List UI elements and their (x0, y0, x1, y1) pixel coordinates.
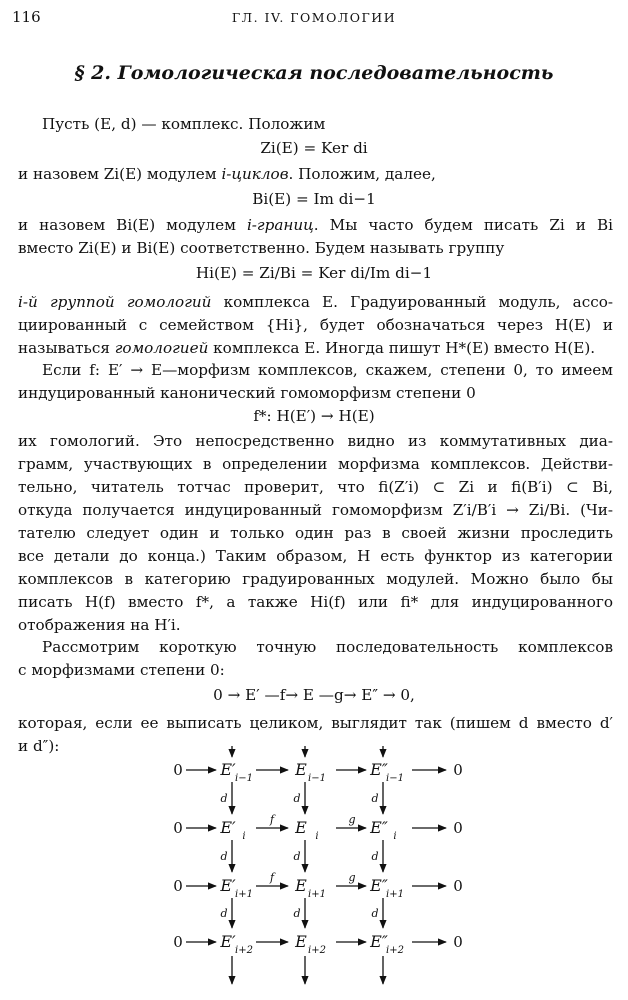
formula-h: Hi(E) = Zi/Bi = Ker di/Im di−1 (195, 264, 433, 282)
arrow-f-label: f (269, 871, 275, 884)
running-title: ГЛ. IV. ГОМОЛОГИИ (231, 10, 397, 25)
text-line: и d″): (18, 737, 60, 755)
diagram-node-index: i (242, 831, 246, 842)
formula-fstar: f*: H(E′) → H(E) (253, 407, 375, 425)
diagram-node: E (295, 876, 307, 895)
diagram-node-index: i (315, 831, 319, 842)
text-line: индуцированный канонический гомоморфизм степени 0 (18, 384, 476, 402)
text-line: комплексов в категорию градуированных модулей. Можно было бы (18, 570, 613, 588)
diagram-node-index: i+1 (235, 889, 253, 900)
diagram-zero-left: 0 (173, 819, 183, 837)
diagram-node-index: i+2 (386, 945, 404, 956)
diagram-node: E′ (220, 818, 236, 837)
arrow-d-label: d (371, 792, 379, 805)
diagram-node-index: i+1 (308, 889, 326, 900)
text-line: Пусть (E, d) — комплекс. Положим (42, 115, 326, 133)
diagram-zero-left: 0 (173, 933, 183, 951)
diagram-zero-right: 0 (453, 819, 463, 837)
text-line: с морфизмами степени 0: (18, 661, 225, 679)
arrow-d-label: d (220, 850, 228, 863)
text-line: тельно, читатель тотчас проверит, что fi(Z′i) ⊂ Zi и fi(B′i) ⊂ Bi, (18, 478, 613, 496)
diagram-node: E′ (220, 760, 236, 779)
section-title: § 2. Гомологическая последовательность (74, 62, 554, 84)
arrow-d-label: d (220, 792, 228, 805)
page-number: 116 (12, 8, 41, 26)
arrow-d-label: d (220, 907, 228, 920)
text-line: называться гомологией комплекса E. Иногда пишут H*(E) вместо H(E). (18, 339, 596, 357)
diagram-node: E (295, 760, 307, 779)
arrow-f-label: f (269, 813, 275, 826)
diagram-node-index: i+1 (386, 889, 404, 900)
arrow-d-label: d (293, 792, 301, 805)
text-line: вместо Zi(E) и Bi(E) соответственно. Будем называть группу (18, 239, 505, 257)
diagram-node: E′ (220, 876, 236, 895)
diagram-zero-right: 0 (453, 933, 463, 951)
text-line: писать H(f) вместо f*, а также Hi(f) или fi* для индуцированного (18, 593, 613, 611)
arrow-d-label: d (293, 850, 301, 863)
text-line: откуда получается индуцированный гомоморфизм Z′i/B′i → Zi/Bi. (Чи- (18, 501, 613, 519)
arrow-d-label: d (371, 850, 379, 863)
diagram-node-index: i−1 (308, 773, 326, 784)
text-line: и назовем Bi(E) модулем i-границ. Мы часто будем писать Zi и Bi (18, 216, 613, 234)
text-line: циированный с семейством {Hi}, будет обозначаться через H(E) и (18, 316, 613, 334)
text-line: грамм, участвующих в определении морфизма комплексов. Действи- (18, 455, 613, 473)
formula-b: Bi(E) = Im di−1 (252, 190, 376, 208)
arrow-d-label: d (371, 907, 379, 920)
text-line: которая, если ее выписать целиком, выглядит так (пишем d вместо d′ (18, 714, 613, 732)
diagram-zero-left: 0 (173, 761, 183, 779)
diagram-node-index: i−1 (235, 773, 253, 784)
diagram-zero-right: 0 (453, 761, 463, 779)
diagram-zero-left: 0 (173, 877, 183, 895)
diagram-node: E″ (370, 818, 388, 837)
diagram-node: E″ (370, 876, 388, 895)
arrow-g-label: g (348, 871, 356, 884)
text-line: тателю следует один и только один раз в своей жизни проследить (18, 524, 613, 542)
diagram-node: E″ (370, 760, 388, 779)
diagram-node-index: i (393, 831, 397, 842)
diagram-node: E′ (220, 932, 236, 951)
arrow-g-label: g (348, 813, 356, 826)
formula-z: Zi(E) = Ker di (260, 139, 368, 157)
text-line: их гомологий. Это непосредственно видно из коммутативных диа- (18, 432, 613, 450)
arrow-d-label: d (293, 907, 301, 920)
diagram-node: E″ (370, 932, 388, 951)
diagram-node: E (295, 932, 307, 951)
text-line: все детали до конца.) Таким образом, H есть функтор из категории (18, 547, 613, 565)
text-line: i-й группой гомологий комплекса E. Градуированный модуль, ассо- (18, 293, 613, 311)
formula-short-exact: 0 → E′ —f→ E —g→ E″ → 0, (213, 686, 415, 704)
diagram-zero-right: 0 (453, 877, 463, 895)
diagram-node-index: i−1 (386, 773, 404, 784)
text-line: Если f: E′ → E—морфизм комплексов, скажем, степени 0, то имеем (42, 361, 613, 379)
diagram-node: E (295, 818, 307, 837)
text-line: отображения на H′i. (18, 616, 181, 634)
diagram-node-index: i+2 (308, 945, 326, 956)
text-line: и назовем Zi(E) модулем i-циклов. Положим, далее, (18, 165, 436, 183)
text-line: Рассмотрим короткую точную последовательность комплексов (42, 638, 613, 656)
diagram-node-index: i+2 (235, 945, 253, 956)
